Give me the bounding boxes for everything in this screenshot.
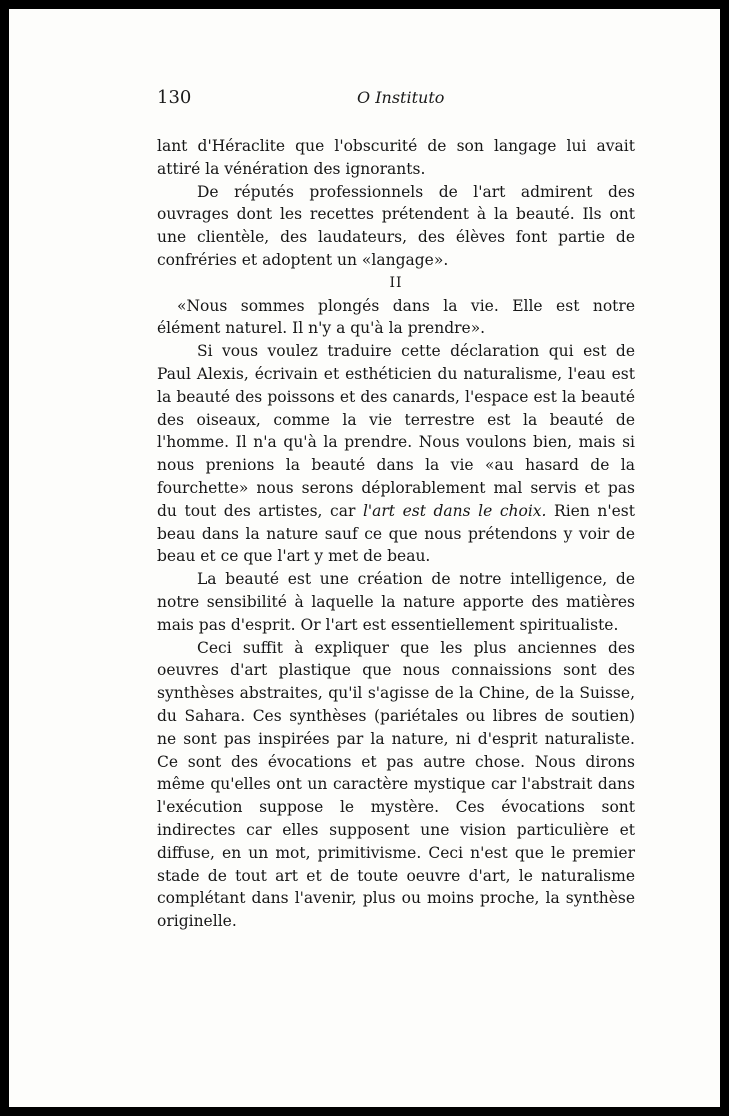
italic-phrase: l'art est dans le choix. (362, 501, 547, 520)
paragraph-professionals: De réputés professionnels de l'art admirent des ouvrages dont les recettes prétendent à la beauté. Ils ont une clientèle, des laudateurs, des élèves font partie de confréries et adoptent un «langage». (157, 182, 635, 269)
page-header (157, 87, 635, 117)
page-number: 130 (157, 87, 192, 108)
paragraph-beauty: La beauté est une création de notre intelligence, de notre sensibilité à laquelle la nature apporte des matières mais pas d'esprit. Or l'art est essentiellement spiritualiste. (157, 570, 635, 634)
book-page (9, 9, 720, 1107)
section-heading: II (389, 274, 403, 291)
paragraph-continuation: lant d'Héraclite que l'obscurité de son langage lui avait attiré la vénération des ignorants. (157, 137, 635, 178)
paragraph-synthesis: Ceci suffit à expliquer que les plus anciennes des oeuvres d'art plastique que nous connaissions sont des synthèses abstraites, qu'il s'agisse de la Chine, de la Suisse, du Sahara. Ces synthèses (pariétales ou libres de soutien) ne sont pas inspirées par la nature, ni d'esprit naturaliste. Ce sont des évocations et pas autre chose. Nous dirons même qu'elles ont un caractère mystique car l'abstrait dans l'exécution suppose le mystère. Ces évocations sont indirectes car elles supposent une vision particulière et diffuse, en un mot, primitivisme. Ceci n'est que le premier stade de tout art et de toute oeuvre d'art, le naturalisme complétant dans l'avenir, plus ou moins proche, la synthèse originelle. (157, 638, 635, 931)
paragraph-paul-alexis (157, 340, 635, 568)
running-title: O Instituto (357, 88, 445, 107)
paragraph-quote: «Nous sommes plongés dans la vie. Elle est notre élément naturel. Il n'y a qu'à la prendre». (157, 296, 635, 338)
paragraph-paul-alexis-text: Si vous voulez traduire cette déclaration qui est de Paul Alexis, écrivain et esthéticien du naturalisme, l'eau est la beauté des poissons et des canards, l'espace est la beauté des oiseaux, comme la vie terrestre est la beauté de l'homme. Il n'a qu'à la prendre. Nous voulons bien, mais si nous prenions la beauté dans la vie «au hasard de la fourchette» nous serons déplorablement mal servis et pas du tout des artistes, car (157, 342, 635, 520)
paragraph-paul-alexis-text-end: Rien n'est beau dans la nature sauf ce que nous prétendons y voir de beau et ce que l'art y met de beau. (157, 501, 635, 566)
body-text (157, 135, 635, 933)
